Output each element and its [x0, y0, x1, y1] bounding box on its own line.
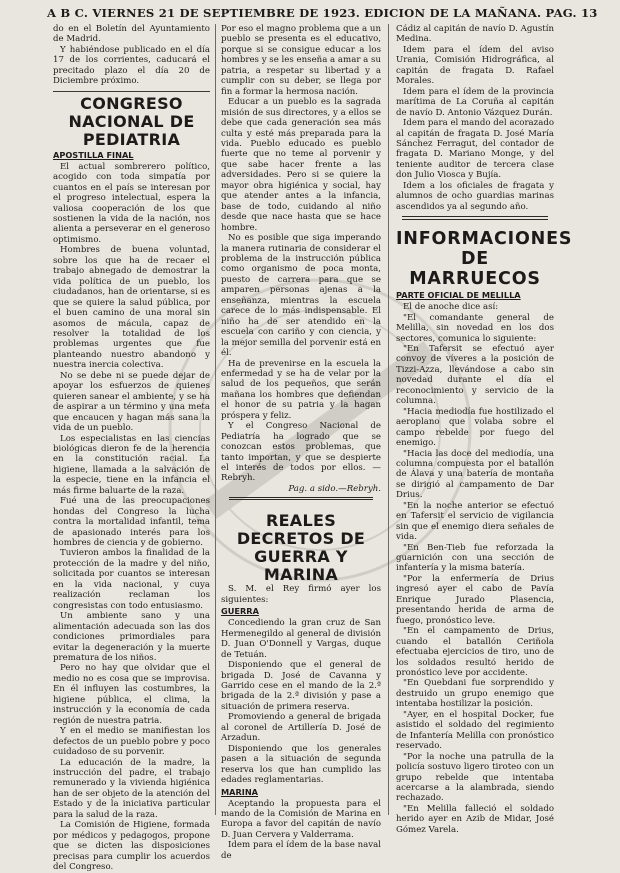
- paragraph: Idem para el ídem del aviso Urania, Comisión Hidrográfica, al capitán de fragata D. Rafael Morales.: [396, 44, 554, 87]
- report-line: "Ayer, en el hospital Docker, fue asistido el soldado del regimiento de Infantería Melilla con pronóstico reservado.: [396, 709, 554, 752]
- report-line: "En la noche anterior se efectuó en Tafersit el servicio de vigilancia sin que el enemigo diera señales de vida.: [396, 500, 554, 543]
- paragraph: Ha de prevenirse en la escuela la enfermedad y se ha de velar por la salud de los pequeños, que serán mañana los hombres que defiendan el honor de su patria y la hagan próspera y feliz.: [221, 358, 381, 421]
- column-1: [53, 24, 210, 873]
- paragraph: Hombres de buena voluntad, sobre los que ha de recaer el trabajo abnegado de demostrar la vida política de un pueblo, los ciudadanos, han de orientarse, si es que se quiere la salud pública, por el buen camino de una moral sin asomos de mácula, capaz de resolver la totalidad de los problemas urgentes que fue planteando nuestro abandono y nuestra inercia colectiva.: [53, 245, 210, 371]
- parte-oficial-subheading: PARTE OFICIAL DE MELILLA: [396, 290, 521, 301]
- reales-decretos-heading: REALES DECRETOS DE GUERRA Y MARINA: [236, 511, 366, 585]
- paragraph: Concediendo la gran cruz de San Hermenegildo al general de división D. Juan O'Donnell y Vargas, duque de Tetuán.: [221, 618, 381, 660]
- section-ornament: [402, 216, 548, 226]
- intro-line-1: do en el Boletín del Ayuntamiento de Madrid.: [53, 24, 210, 45]
- column-rule: [215, 24, 216, 815]
- paragraph: La Comisión de Higiene, formada por médicos y pedagogos, propone que se dicten las disposiciones precisas para cumplir los acuerdos del Congreso.: [53, 820, 210, 873]
- marina-subheading: MARINA: [221, 786, 259, 797]
- paragraph: Tuvieron ambos la finalidad de la protección de la madre y del niño, solicitada por cuantos se interesan en la vida nacional, y cuya realización reclaman los congresistas con todo entusiasmo.: [53, 548, 210, 611]
- column-3: [396, 24, 573, 835]
- paragraph: Aceptando la propuesta para el mando de la Comisión de Marina en Europa a favor del capitán de navío D. Juan Cervera y Valderrama.: [221, 798, 381, 840]
- paragraph: Y en el medio se manifiestan los defectos de un pueblo pobre y poco cuidadoso de su porvenir.: [53, 726, 210, 758]
- paragraph: Disponiendo que los generales pasen a la situación de segunda reserva los que han cumplido las edades reglamentarias.: [221, 743, 381, 786]
- paragraph: Disponiendo que el general de brigada D. José de Cavanna y Garrido cese en el mando de la 2.ª brigada de la 2.ª división y pase a situación de primera reserva.: [221, 660, 381, 712]
- paragraph: Idem a los oficiales de fragata y alumnos de ocho guardias marinas ascendidos ya al segundo año.: [396, 180, 554, 212]
- intro-line-2: Y habiéndose publicado en el día 17 de los corrientes, caducará el precitado plazo el día 20 de Diciembre próximo.: [53, 44, 210, 87]
- page-header: A B C. VIERNES 21 DE SEPTIEMBRE DE 1923. EDICION DE LA MAÑANA. PAG. 13: [47, 6, 598, 20]
- report-line: "Hacia las doce del mediodía, una columna compuesta por el batallón de Álava y una batería de montaña se dirigió al campamento de Dar Drius.: [396, 448, 554, 501]
- paragraph: Fué una de las preocupaciones hondas del Congreso la lucha contra la mortalidad infantil, tema de apasionado interés para los hombres de ciencia y de gobierno.: [53, 496, 210, 549]
- paragraph: S. M. el Rey firmó ayer los siguientes:: [221, 584, 381, 605]
- congreso-heading: CONGRESO NACIONAL DE PEDIATRIA: [68, 93, 195, 149]
- paragraph: La educación de la madre, la instrucción del padre, el trabajo remunerado y la vivienda higiénica han de ser objeto de la atención del Estado y de la iniciativa particular para la salud de la raza.: [53, 757, 210, 820]
- section-ornament: [229, 497, 373, 510]
- paragraph: Idem para el ídem de la base naval de: [221, 840, 381, 861]
- report-line: "El comandante general de Melilla, sin novedad en los dos sectores, comunica lo siguiente:: [396, 312, 554, 344]
- apostilla-subheading: APOSTILLA FINAL: [53, 149, 134, 160]
- report-line: "En Tafersit se efectuó ayer convoy de víveres a la posición de Tizzi-Azza, llevándose a cabo sin novedad durante el día el reconocimiento y servicio de la columna.: [396, 343, 554, 407]
- paragraph: Por eso el magno problema que a un pueblo se presenta es el educativo, porque si se consigue educar a los hombres y se les enseña a amar a su patria, a respetar su libertad y a cumplir con su deber, se llega por fin a formar la hermosa nación.: [221, 24, 381, 97]
- report-line: "En Melilla falleció el soldado herido ayer en Azib de Midar, José Gómez Varela.: [396, 803, 554, 835]
- report-line: El de anoche dice así:: [403, 302, 499, 313]
- paragraph: Los especialistas en las ciencias biológicas dieron fe de la herencia en la constitución racial. La higiene, llamada a la salvación de la especie, tiene en la infancia el más firme baluarte de la raza.: [53, 433, 210, 496]
- report-line: "En el campamento de Drius, cuando el batallón Ceriñola efectuaba ejercicios de tiro, uno de los soldados resultó herido de pronóstico leve por accidente.: [396, 626, 554, 679]
- paragraph: Idem para el ídem de la provincia marítima de La Coruña al capitán de navío D. Antonio Vázquez Durán.: [396, 86, 554, 118]
- paragraph: Pero no hay que olvidar que el medio no es cosa que se improvisa. En él influyen las costumbres, la higiene pública, el clima, la instrucción y la economía de cada región de nuestra patria.: [53, 663, 210, 726]
- report-line: "Por la enfermería de Drius ingresó ayer el cabo de Pavía Enrique Jurado Plasencia, presentando herida de arma de fuego, pronóstico leve.: [396, 573, 554, 626]
- informaciones-heading: INFORMACIONES DE MARRUECOS: [396, 229, 573, 290]
- report-line: "Hacia mediodía fue hostilizado el aeroplano que volaba sobre el campo rebelde por fuego del enemigo.: [396, 406, 554, 449]
- paragraph: El actual sombrerero político, acogido con toda simpatía por cuantos en el país se interesan por el progreso intelectual, espera la valiosa cooperación de los que sostienen la vida de la nación, nos alienta a perseverar en el generoso optimismo.: [53, 161, 210, 245]
- column-rule: [388, 24, 389, 815]
- paragraph: Idem para el mando del acorazado al capitán de fragata D. José María Sánchez Ferragut, del contador de fragata D. Mariano Monge, y del teniente auditor de tercera clase don Julio Viosca y Bujía.: [396, 118, 554, 181]
- paragraph: Cádiz al capitán de navío D. Agustín Medina.: [396, 24, 554, 45]
- divider: [53, 91, 210, 92]
- paragraph: Y el Congreso Nacional de Pediatría ha logrado que se conozcan estos problemas, que tanto importan, y que se despierte el interés de todos por ellos. — Rebryh.: [221, 421, 381, 484]
- guerra-subheading: GUERRA: [221, 606, 259, 617]
- column-2: [221, 24, 381, 861]
- report-line: "Por la noche una patrulla de la policía sostuvo ligero tiroteo con un grupo rebelde que intentaba acercarse a la alambrada, siendo rechazado.: [396, 751, 554, 804]
- signature: Pag. a sido.—Rebryh.: [288, 483, 381, 494]
- paragraph: Un ambiente sano y una alimentación adecuada son las dos condiciones primordiales para evitar la degeneración y la muerte prematura de los niños.: [53, 611, 210, 664]
- report-line: "En Ben-Tieb fue reforzada la guarnición con una sección de infantería y la misma batería.: [396, 542, 554, 574]
- paragraph: Promoviendo a general de brigada al coronel de Artillería D. José de Arzadun.: [221, 712, 381, 744]
- paragraph: Educar a un pueblo es la sagrada misión de sus directores, y a ellos se debe que cada generación sea más culta y esté más preparada para la vida. Pueblo educado es pueblo fuerte que no teme al porvenir y que sabe hacer frente a las adversidades. Pero si se quiere la mayor obra higiénica y social, hay que atender antes a la infancia, base de todo, cuidando al niño desde que nace hasta que se hace hombre.: [221, 97, 381, 233]
- paragraph: No es posible que siga imperando la manera rutinaria de considerar el problema de la instrucción pública como organismo de poca monta, puesto de carrera para que se amparen personas ajenas a la enseñanza, mientras la escuela carece de lo más indispensable. El niño ha de ser atendido en la escuela con cariño y con ciencia, y la mejor semilla del porvenir está en él.: [221, 233, 381, 359]
- paragraph: No se debe ni se puede dejar de apoyar los esfuerzos de quienes quieren sanear el ambiente, y se ha de aspirar a un término y una meta que encaucen y hagan más sana la vida de un pueblo.: [53, 370, 210, 434]
- report-line: "En Quebdani fue sorprendido y destruido un grupo enemigo que intentaba hostilizar la posición.: [396, 678, 554, 710]
